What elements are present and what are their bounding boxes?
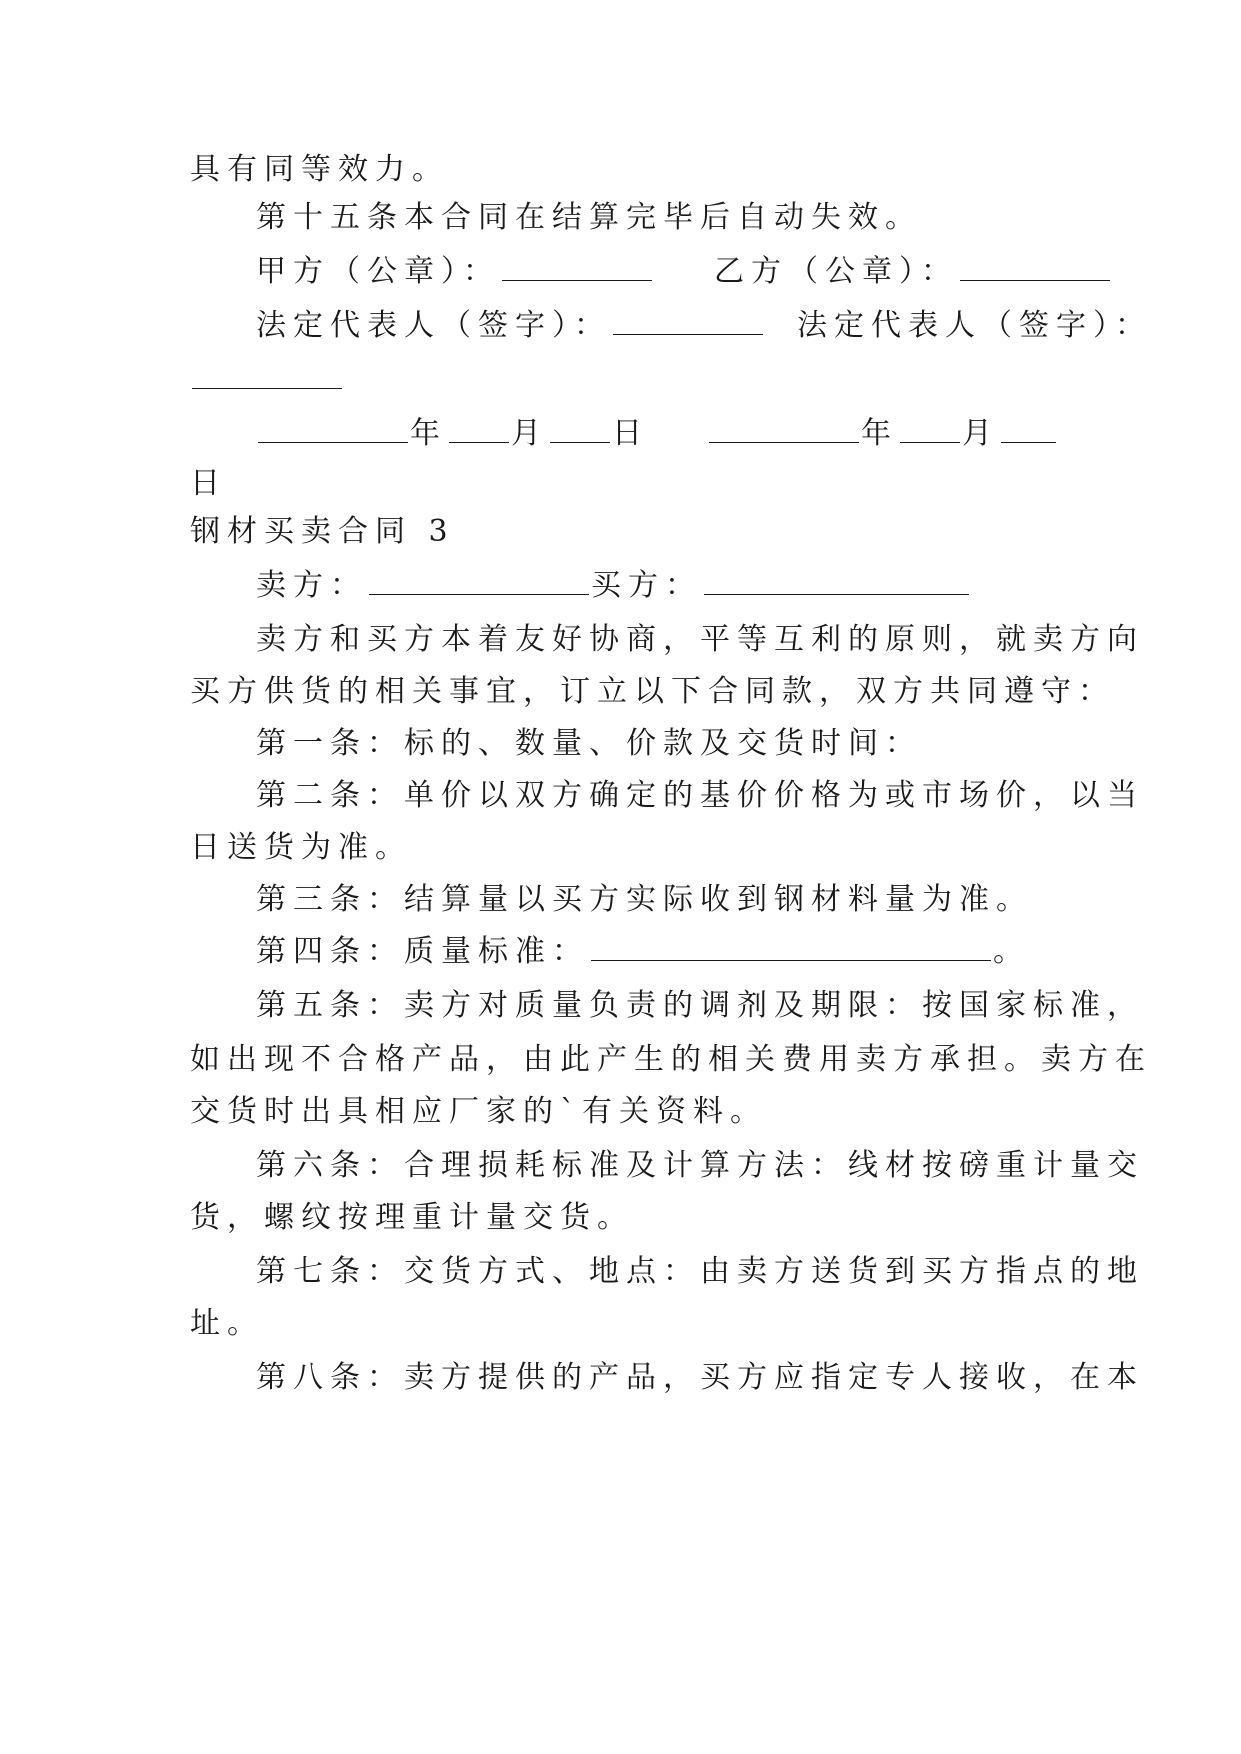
day-label: 日 <box>612 416 649 451</box>
article-4 <box>256 932 1030 972</box>
buyer-blank <box>704 566 969 595</box>
text: 第七条：交货方式、地点：由卖方送货到买方指点的地 <box>256 1254 1144 1289</box>
seller-blank <box>369 566 589 595</box>
article-6 <box>256 1146 1144 1186</box>
article-8 <box>256 1358 1144 1398</box>
text: 卖方和买方本着友好协商，平等互利的原则，就卖方向 <box>256 622 1144 657</box>
article-1 <box>256 724 922 764</box>
rep-b-blank <box>192 360 342 389</box>
text: 具有同等效力。 <box>190 152 449 187</box>
text: 第一条：标的、数量、价款及交货时间： <box>256 726 922 761</box>
text: 。 <box>993 934 1030 969</box>
rep-b-label: 法定代表人（签字）： <box>797 308 1152 343</box>
text: 第八条：卖方提供的产品，买方应指定专人接收，在本 <box>256 1360 1144 1395</box>
text: 第六条：合理损耗标准及计算方法：线材按磅重计量交 <box>256 1148 1144 1183</box>
paragraph-line <box>190 1092 767 1132</box>
paragraph-line <box>190 1198 634 1238</box>
parties-line <box>256 566 971 606</box>
paragraph-line <box>190 150 449 190</box>
text: 址。 <box>190 1306 264 1341</box>
party-a-seal-label: 甲方（公章）： <box>256 254 500 289</box>
month-label: 月 <box>511 416 548 451</box>
month-blank-a <box>449 414 509 443</box>
day-label: 日 <box>190 466 227 501</box>
contract-title: 钢材买卖合同 3 <box>190 514 455 549</box>
section-title <box>190 512 455 552</box>
rep-a-blank <box>613 306 763 335</box>
month-blank-b <box>900 414 960 443</box>
buyer-label: 买方： <box>591 568 702 603</box>
year-blank-a <box>258 414 408 443</box>
article-2 <box>256 776 1144 816</box>
party-a-seal-blank <box>502 252 652 281</box>
text: 货，螺纹按理重计量交货。 <box>190 1200 634 1235</box>
article-15 <box>256 198 922 238</box>
day-blank-b <box>1001 414 1056 443</box>
party-b-seal-blank <box>960 252 1110 281</box>
paragraph-line <box>190 1040 1152 1080</box>
paragraph-line <box>190 672 1115 712</box>
text: 第三条：结算量以买方实际收到钢材料量为准。 <box>256 882 1033 917</box>
month-label: 月 <box>962 416 999 451</box>
party-b-seal-label: 乙方（公章）： <box>714 254 958 289</box>
representative-line <box>256 306 1152 346</box>
date-line <box>256 414 1058 454</box>
year-label: 年 <box>410 416 447 451</box>
article-7 <box>256 1252 1144 1292</box>
text: 第四条：质量标准： <box>256 934 589 969</box>
seller-label: 卖方： <box>256 568 367 603</box>
text: 交货时出具相应厂家的`有关资料。 <box>190 1094 767 1129</box>
paragraph-line <box>190 1304 264 1344</box>
date-wrap-line <box>190 464 227 504</box>
rep-a-label: 法定代表人（签字）： <box>256 308 611 343</box>
text: 买方供货的相关事宜，订立以下合同款，双方共同遵守： <box>190 674 1115 709</box>
article-5 <box>256 986 1144 1026</box>
text: 第二条：单价以双方确定的基价价格为或市场价，以当 <box>256 778 1144 813</box>
text: 日送货为准。 <box>190 830 412 865</box>
text: 第十五条本合同在结算完毕后自动失效。 <box>256 200 922 235</box>
year-blank-b <box>709 414 859 443</box>
year-label: 年 <box>861 416 898 451</box>
article-3 <box>256 880 1033 920</box>
text: 第五条：卖方对质量负责的调剂及期限：按国家标准， <box>256 988 1144 1023</box>
paragraph-line <box>256 620 1144 660</box>
day-blank-a <box>550 414 610 443</box>
rep-b-blank-line <box>190 360 344 400</box>
text: 如出现不合格产品，由此产生的相关费用卖方承担。卖方在 <box>190 1042 1152 1077</box>
paragraph-line <box>190 828 412 868</box>
quality-standard-blank <box>591 932 991 961</box>
seal-line <box>256 252 1112 292</box>
